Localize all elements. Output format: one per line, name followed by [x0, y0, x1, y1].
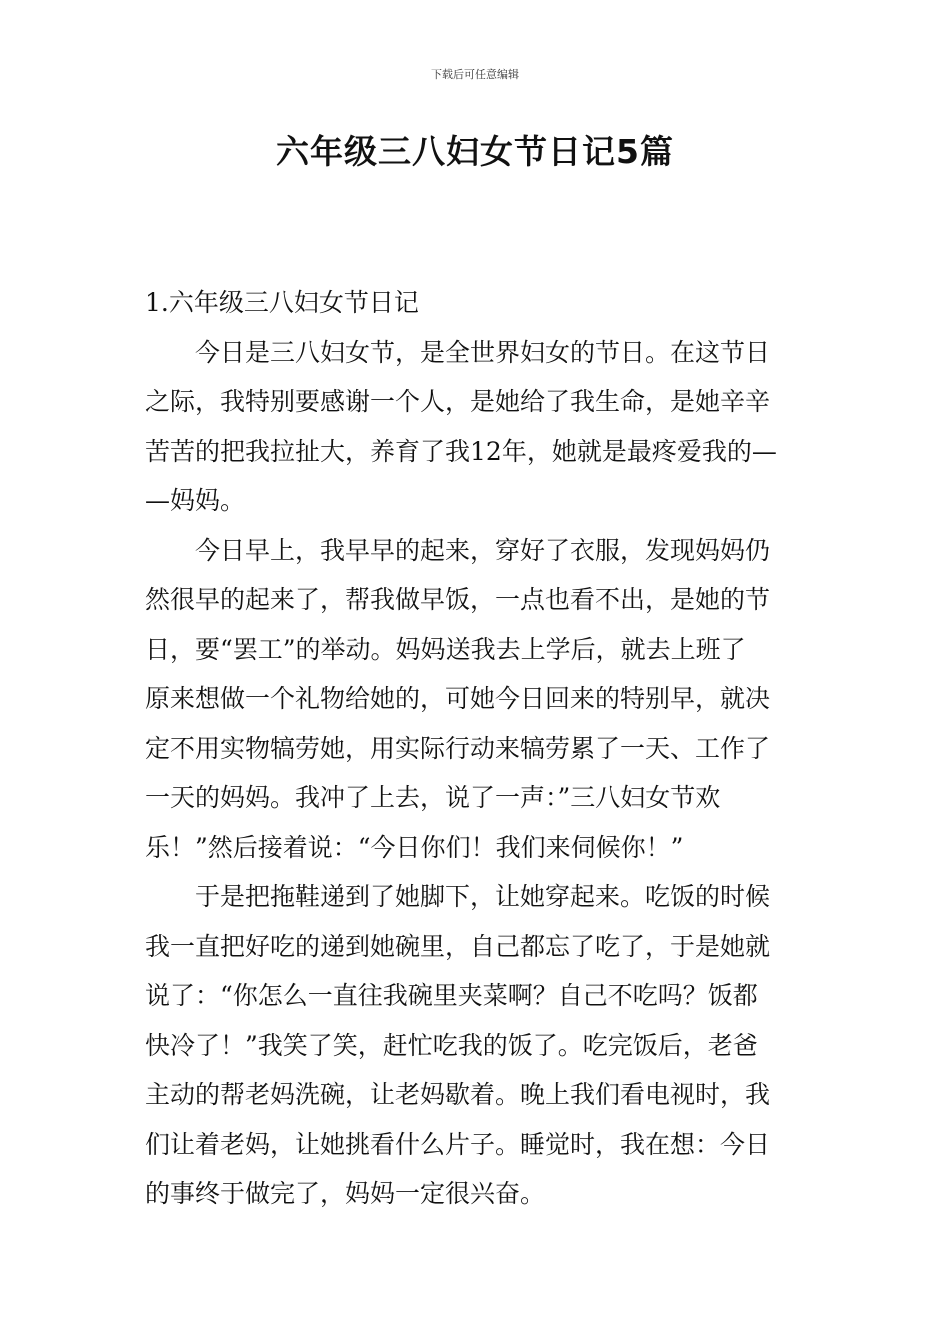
paragraph-line: 说了：“你怎么一直往我碗里夹菜啊？自己不吃吗？饭都 — [145, 981, 758, 1010]
paragraph-line: 日，要“罢工”的举动。妈妈送我去上学后，就去上班了 — [145, 634, 746, 664]
paragraph-line: 一天的妈妈。我冲了上去，说了一声：”三八妇女节欢 — [145, 783, 721, 812]
paragraph-line: 然很早的起来了，帮我做早饭，一点也看不出，是她的节 — [145, 585, 771, 614]
document-body — [145, 278, 809, 1219]
paragraph-line: 之际，我特别要感谢一个人，是她给了我生命，是她辛辛 — [145, 387, 771, 416]
paragraph-line: 定不用实物犒劳她，用实际行动来犒劳累了一天、工作了 — [145, 733, 771, 763]
paragraph-line: 原来想做一个礼物给她的，可她今日回来的特别早，就决 — [145, 684, 771, 713]
paragraph-line: 乐！”然后接着说：“今日你们！我们来伺候你！” — [145, 832, 684, 862]
document-title: 六年级三八妇女节日记5篇 — [276, 132, 674, 171]
paragraph-1 — [145, 328, 809, 526]
paragraph-line: 主动的帮老妈洗碗，让老妈歇着。晚上我们看电视时，我 — [145, 1080, 771, 1109]
paragraph-3 — [145, 872, 809, 1219]
page-header-note: 下载后可任意编辑 — [431, 68, 519, 81]
paragraph-line: 今日是三八妇女节，是全世界妇女的节日。在这节日 — [195, 337, 771, 367]
paragraph-line: 们让着老妈，让她挑看什么片子。睡觉时，我在想：今日 — [145, 1129, 771, 1159]
paragraph-2 — [145, 526, 809, 873]
paragraph-line: 今日早上，我早早的起来，穿好了衣服，发现妈妈仍 — [195, 535, 771, 565]
paragraph-line: 的事终于做完了，妈妈一定很兴奋。 — [145, 1179, 546, 1208]
section-heading: 1.六年级三八妇女节日记 — [145, 288, 419, 317]
paragraph-line: —妈妈。 — [145, 486, 246, 515]
paragraph-line: 我一直把好吃的递到她碗里，自己都忘了吃了，于是她就 — [145, 931, 771, 961]
paragraph-line: 苦苦的把我拉扯大，养育了我12年，她就是最疼爱我的— — [145, 436, 777, 466]
paragraph-line: 于是把拖鞋递到了她脚下，让她穿起来。吃饭的时候 — [195, 882, 771, 911]
paragraph-line: 快冷了！”我笑了笑，赶忙吃我的饭了。吃完饭后，老爸 — [145, 1030, 758, 1060]
